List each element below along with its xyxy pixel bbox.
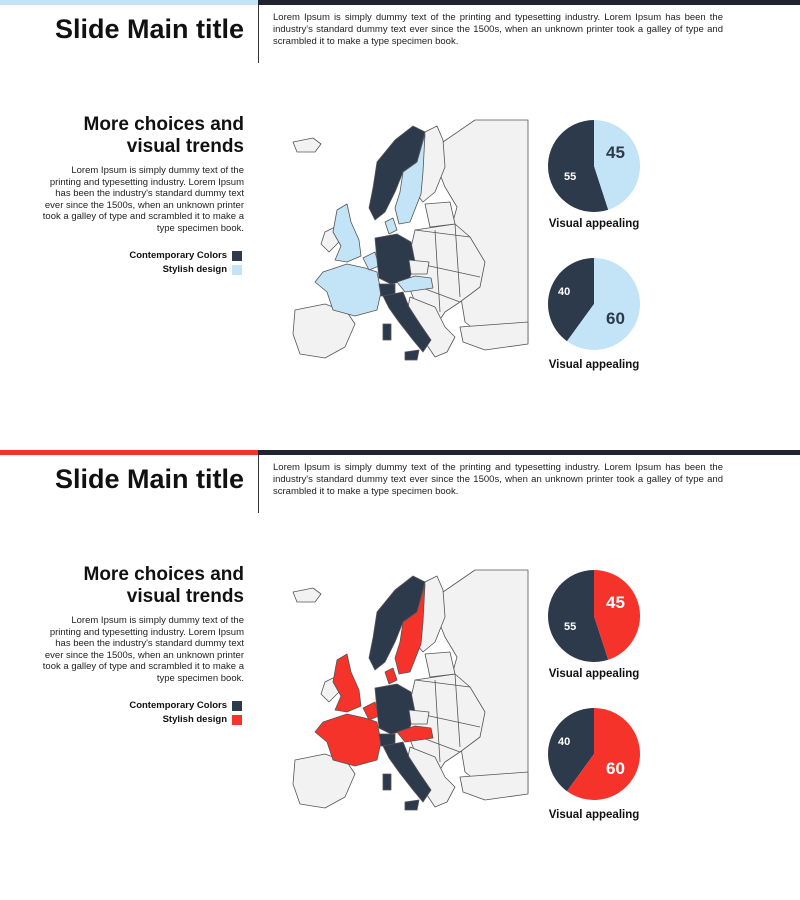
section-heading: More choices and visual trends (83, 114, 244, 157)
legend-item-contemporary (129, 250, 242, 261)
pie-value-accent: 60 (606, 759, 625, 778)
map-region-turkey (460, 772, 528, 800)
title-divider (258, 5, 259, 63)
pie-value-accent: 45 (606, 593, 625, 612)
legend-item-contemporary (129, 700, 242, 711)
europe-map (285, 112, 530, 370)
top-dark-bar (258, 0, 800, 5)
legend-swatch-dark (232, 701, 242, 711)
map-region-germany (375, 684, 415, 734)
map-region-iceland (293, 138, 321, 152)
pie-chart-1 (548, 120, 640, 212)
slide-title: Slide Main title (54, 14, 244, 44)
slide-title: Slide Main title (54, 464, 244, 494)
map-region-germany (375, 234, 415, 284)
map-region-baltics (425, 652, 455, 677)
legend-swatch-accent (232, 715, 242, 725)
pie-value-accent: 60 (606, 309, 625, 328)
pie-value-dark: 40 (558, 736, 571, 748)
pie-value-dark: 40 (558, 286, 571, 298)
map-region-sicily (405, 800, 419, 810)
legend-label: Contemporary Colors (129, 700, 227, 711)
map-region-sardinia (383, 774, 391, 790)
pie-label: Visual appealing (548, 809, 640, 821)
intro-text: Lorem Ipsum is simply dummy text of the printing and typesetting industry. Lorem Ipsum has been the industry's standard dummy text ever since the 1500s, when an unknown printer took a galley of type and scrambled it to make a type specimen book. (273, 12, 723, 47)
map-region-denmark (385, 218, 397, 234)
pie-label: Visual appealing (548, 218, 640, 230)
map-region-iceland (293, 588, 321, 602)
legend-item-stylish (163, 264, 242, 275)
top-accent-bar (0, 0, 258, 5)
slide-2 (0, 450, 800, 900)
legend-label: Contemporary Colors (129, 250, 227, 261)
pie-chart-1 (548, 570, 640, 662)
map-region-czechia (409, 710, 429, 724)
pie-chart-2 (548, 258, 640, 350)
map-region-sicily (405, 350, 419, 360)
title-divider (258, 455, 259, 513)
pie-value-accent: 45 (606, 143, 625, 162)
legend-label: Stylish design (162, 264, 227, 275)
pie-chart-2 (548, 708, 640, 800)
legend-label: Stylish design (162, 714, 227, 725)
europe-map (285, 562, 530, 820)
legend-item-stylish (163, 714, 242, 725)
section-heading: More choices and visual trends (83, 564, 244, 607)
map-region-denmark (385, 668, 397, 684)
pie-label: Visual appealing (548, 668, 640, 680)
map-region-turkey (460, 322, 528, 350)
map-region-baltics (425, 202, 455, 227)
map-region-uk (333, 204, 361, 262)
pie-value-dark: 55 (564, 171, 577, 183)
pie-label: Visual appealing (548, 359, 640, 371)
pie-value-dark: 55 (564, 621, 577, 633)
map-region-uk (333, 654, 361, 712)
legend-swatch-accent (232, 265, 242, 275)
intro-text: Lorem Ipsum is simply dummy text of the printing and typesetting industry. Lorem Ipsum has been the industry's standard dummy text ever since the 1500s, when an unknown printer took a galley of type and scrambled it to make a type specimen book. (273, 462, 723, 497)
map-region-czechia (409, 260, 429, 274)
section-body: Lorem Ipsum is simply dummy text of the printing and typesetting industry. Lorem Ipsum has been the industry's standard dummy text ever since the 1500s, when an unknown printer took a galley of type and scrambled it to make a type specimen book. (42, 615, 244, 684)
legend-swatch-dark (232, 251, 242, 261)
top-accent-bar (0, 450, 258, 455)
section-body: Lorem Ipsum is simply dummy text of the printing and typesetting industry. Lorem Ipsum has been the industry's standard dummy text ever since the 1500s, when an unknown printer took a galley of type and scrambled it to make a type specimen book. (42, 165, 244, 234)
map-region-sardinia (383, 324, 391, 340)
top-dark-bar (258, 450, 800, 455)
